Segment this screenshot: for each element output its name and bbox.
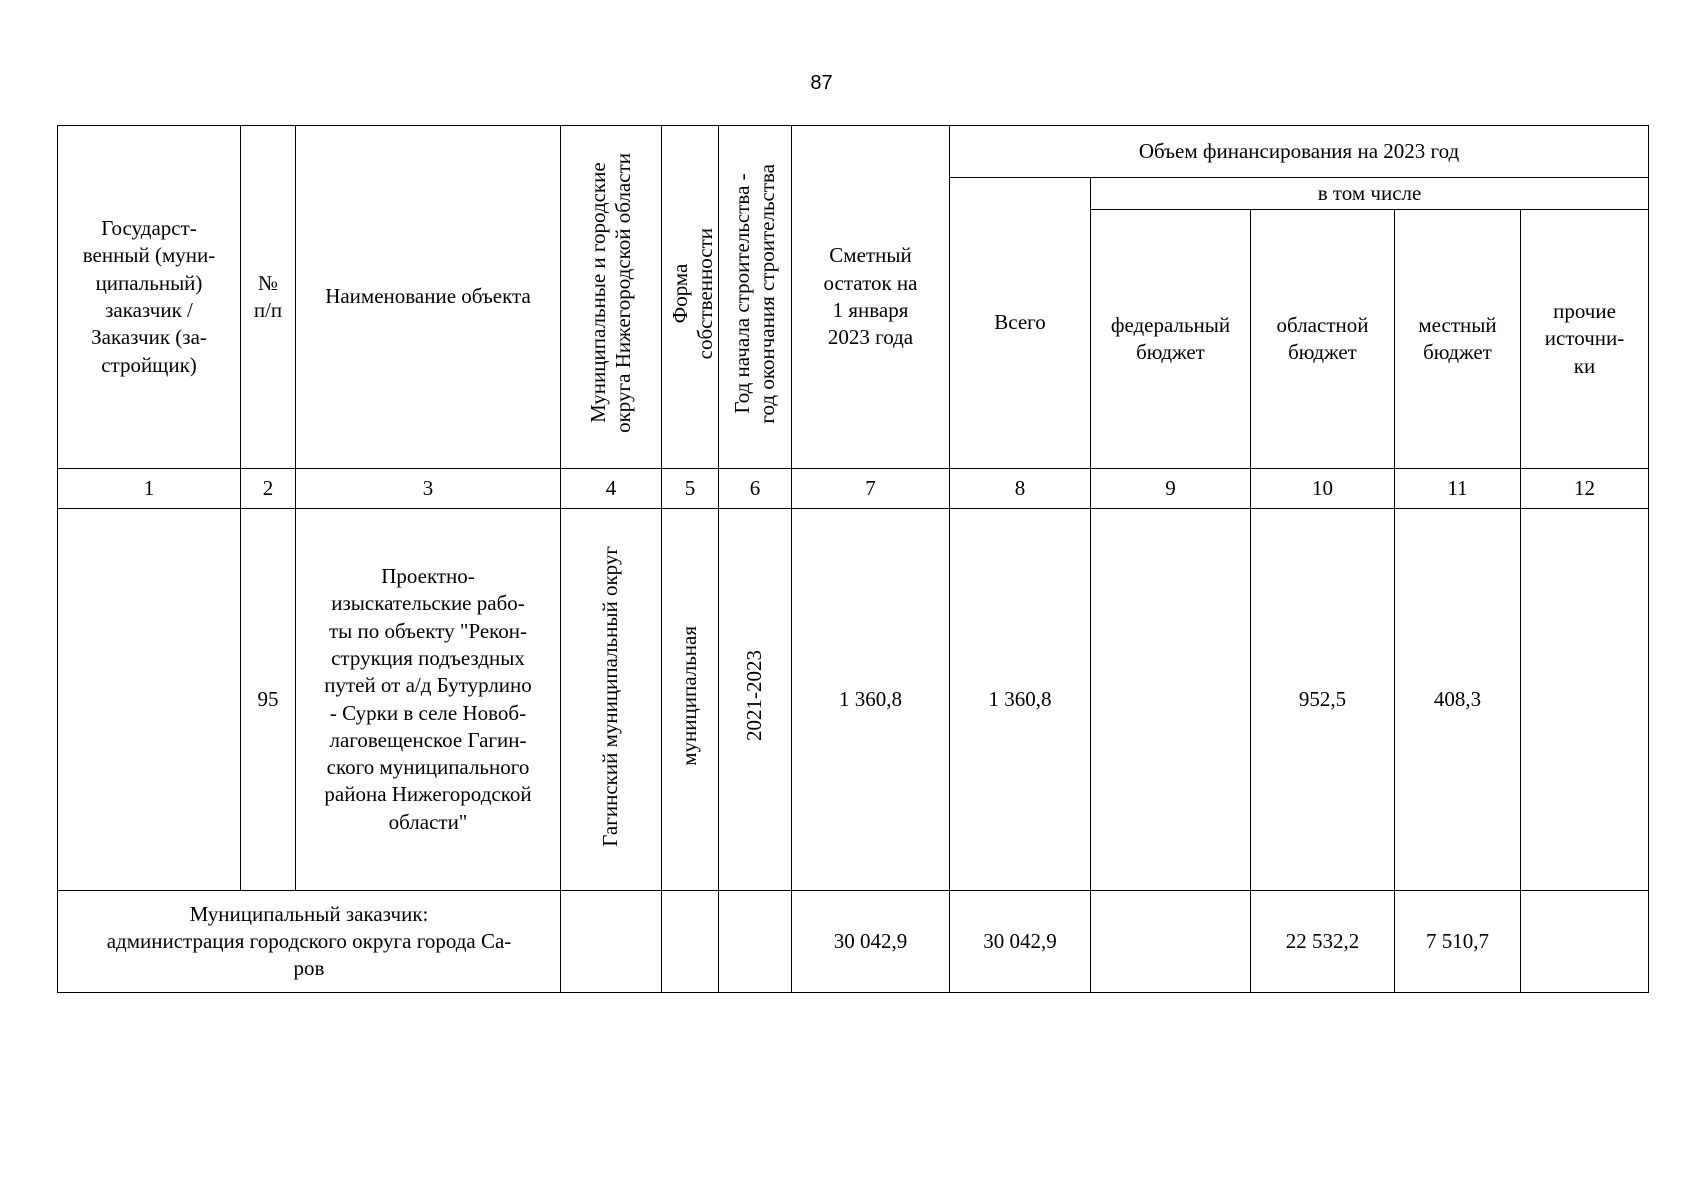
summary-federal [1091, 891, 1251, 993]
column-number: 10 [1251, 469, 1395, 509]
column-number: 11 [1395, 469, 1521, 509]
column-number: 7 [792, 469, 950, 509]
row-federal [1091, 509, 1251, 891]
row-municipality: Гагинский муниципальный округ [561, 509, 662, 891]
header-years: Год начала строительства - год окончания строительства [719, 126, 792, 469]
row-ownership: муниципальная [662, 509, 719, 891]
header-number: № п/п [241, 126, 296, 469]
summary-municipality [561, 891, 662, 993]
column-number: 9 [1091, 469, 1251, 509]
column-number: 1 [58, 469, 241, 509]
header-total: Всего [950, 178, 1091, 469]
header-estimate: Сметный остаток на 1 января 2023 года [792, 126, 950, 469]
header-municipality: Муниципальные и городские округа Нижегородской области [561, 126, 662, 469]
column-number: 6 [719, 469, 792, 509]
summary-years [719, 891, 792, 993]
row-number: 95 [241, 509, 296, 891]
row-total: 1 360,8 [950, 509, 1091, 891]
summary-local: 7 510,7 [1395, 891, 1521, 993]
summary-total: 30 042,9 [950, 891, 1091, 993]
column-number: 5 [662, 469, 719, 509]
header-other: прочие источни- ки [1521, 210, 1649, 469]
header-object-name: Наименование объекта [296, 126, 561, 469]
column-number: 12 [1521, 469, 1649, 509]
column-number: 8 [950, 469, 1091, 509]
column-number: 4 [561, 469, 662, 509]
header-financing: Объем финансирования на 2023 год [950, 126, 1649, 178]
row-object-name: Проектно- изыскательские рабо- ты по объекту "Рекон- струкция подъездных путей от а/д Бутурлино - Сурки в селе Новоб- лаговещенское Гагин- ского муниципального района Нижегородской области" [296, 509, 561, 891]
summary-estimate: 30 042,9 [792, 891, 950, 993]
header-local: местный бюджет [1395, 210, 1521, 469]
column-number: 3 [296, 469, 561, 509]
row-regional: 952,5 [1251, 509, 1395, 891]
column-number: 2 [241, 469, 296, 509]
row-local: 408,3 [1395, 509, 1521, 891]
header-federal: федеральный бюджет [1091, 210, 1251, 469]
header-regional: областной бюджет [1251, 210, 1395, 469]
summary-ownership [662, 891, 719, 993]
row-other [1521, 509, 1649, 891]
summary-label: Муниципальный заказчик: администрация городского округа города Са- ров [58, 891, 561, 993]
header-customer: Государст- венный (муни- ципальный) заказчик / Заказчик (за- стройщик) [58, 126, 241, 469]
summary-row [58, 891, 1649, 993]
header-including: в том числе [1091, 178, 1649, 210]
page-number: 87 [810, 72, 833, 94]
construction-financing-table [57, 125, 1649, 993]
row-estimate: 1 360,8 [792, 509, 950, 891]
summary-regional: 22 532,2 [1251, 891, 1395, 993]
table-row [58, 509, 1649, 891]
row-years: 2021-2023 [719, 509, 792, 891]
row-customer [58, 509, 241, 891]
column-number-row [58, 469, 1649, 509]
header-ownership: Форма собственности [662, 126, 719, 469]
summary-other [1521, 891, 1649, 993]
